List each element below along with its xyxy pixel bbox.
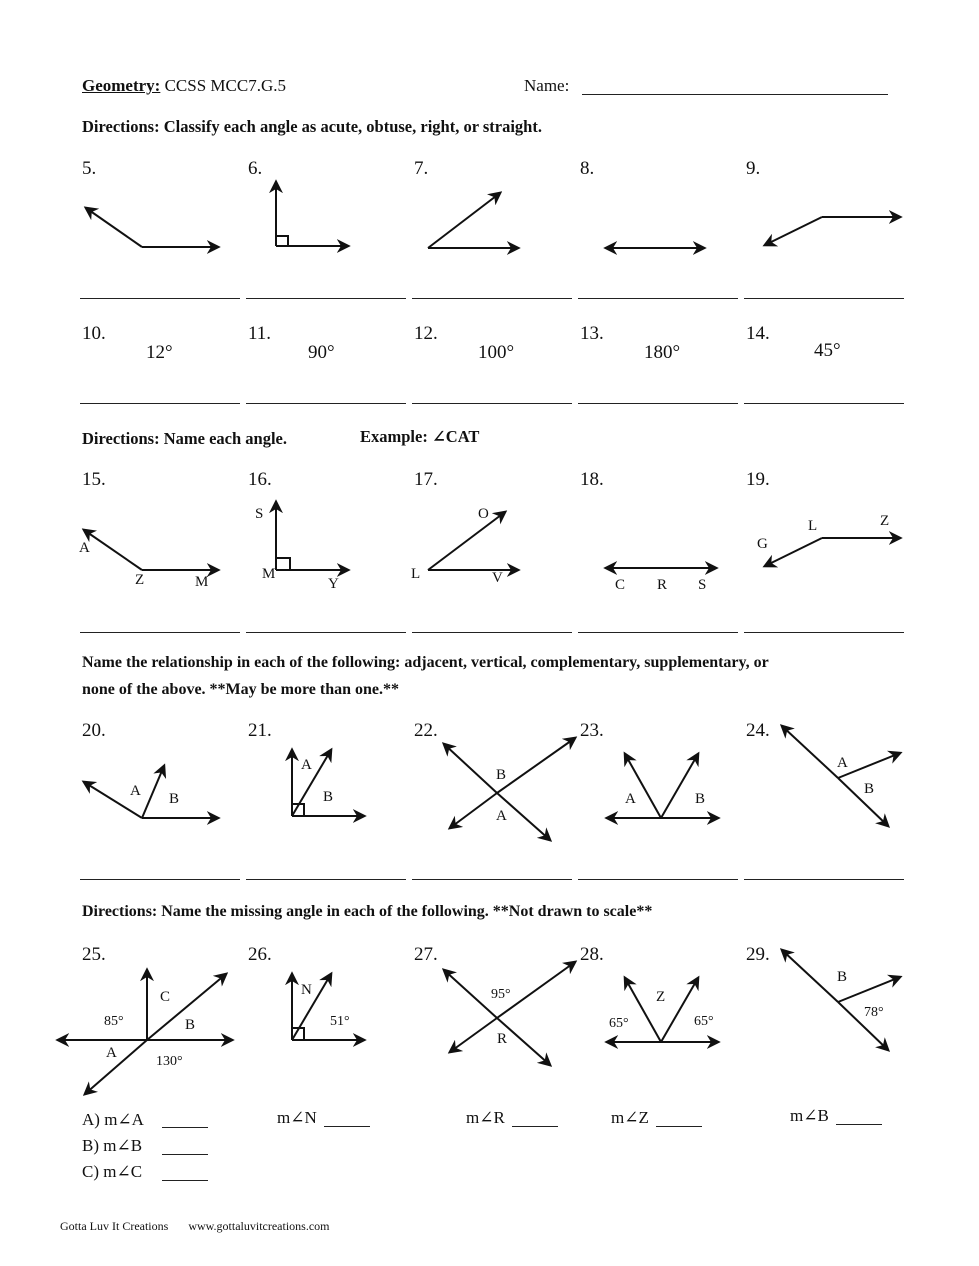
section5-directions: Directions: Name the missing angle in each of the following. **Not drawn to scale** [82,903,653,920]
q14-number: 14. [746,323,770,344]
section4-directions-line1: Name the relationship in each of the following: adjacent, vertical, complementary, supplementary, or [82,654,769,671]
q24-label-b: B [864,781,875,797]
q22-label-b: B [496,767,507,783]
q18-label-c: C [615,577,626,593]
q18-label-r: R [657,577,668,593]
q21-angle-figure [292,750,364,816]
q16-number: 16. [248,469,272,490]
q17-label-v: V [492,570,503,586]
q25-answer-c-label: C) m∠C [82,1162,143,1181]
q20-label-b: B [169,791,180,807]
q21-label-a: A [301,757,312,773]
q17-number: 17. [414,469,438,490]
q29-label-78: 78° [864,1005,884,1020]
q13-value: 180° [644,342,681,363]
q9-number: 9. [746,158,761,179]
q25-answer-a-label: A) m∠A [82,1110,144,1129]
q17-label-l: L [411,566,421,582]
q6-number: 6. [248,158,263,179]
q23-number: 23. [580,720,604,741]
q20-label-a: A [130,783,141,799]
q17-angle-figure [428,512,518,570]
q5-angle-figure [86,208,218,247]
q28-number: 28. [580,944,604,965]
q16-label-m: M [262,566,276,582]
q20-angle-figure [84,766,218,818]
q25-label-c: C [160,989,171,1005]
q15-label-a: A [79,540,90,556]
q28-angle-figure [607,978,718,1042]
q27-label-r: R [497,1031,508,1047]
q8-number: 8. [580,158,595,179]
q6-angle-figure [276,182,348,246]
q12-number: 12. [414,323,438,344]
footer-url: www.gottaluvitcreations.com [188,1219,330,1233]
q16-label-y: Y [328,576,339,592]
q25-label-a: A [106,1045,117,1061]
q19-label-z: Z [880,513,890,529]
q26-label-51: 51° [330,1014,350,1029]
q25-number: 25. [82,944,106,965]
q11-number: 11. [248,323,272,344]
q21-number: 21. [248,720,272,741]
q26-angle-figure [292,974,364,1040]
q25-label-85: 85° [104,1014,124,1029]
section4-directions-line2: none of the above. **May be more than one.** [82,681,400,698]
q26-label-n: N [301,982,312,998]
section1-directions: Directions: Classify each angle as acute, obtuse, right, or straight. [82,117,542,136]
q28-label-65b: 65° [694,1014,714,1029]
q15-number: 15. [82,469,106,490]
q25-label-130: 130° [156,1054,183,1069]
q27-answer-label: m∠R [466,1108,505,1127]
q23-label-b: B [695,791,706,807]
q20-number: 20. [82,720,106,741]
q25-label-b: B [185,1017,196,1033]
q25-angle-figure [58,970,232,1094]
q25-answer-b-label: B) m∠B [82,1136,143,1155]
q17-label-o: O [478,506,489,522]
q19-number: 19. [746,469,770,490]
q29-number: 29. [746,944,770,965]
q18-number: 18. [580,469,604,490]
footer-brand: Gotta Luv It Creations [60,1219,169,1233]
q19-angle-figure [765,538,900,566]
q16-angle-figure [276,502,348,570]
q19-label-g: G [757,536,768,552]
q22-label-a: A [496,808,507,824]
q13-number: 13. [580,323,604,344]
q27-number: 27. [414,944,438,965]
q7-number: 7. [414,158,429,179]
name-label: Name: [524,76,570,95]
subject-label: Geometry: [82,76,161,95]
q15-label-z: Z [135,572,145,588]
q22-angle-figure [444,738,575,840]
q24-label-a: A [837,755,848,771]
q15-label-m: M [195,574,209,590]
q23-angle-figure [607,754,718,818]
q22-number: 22. [414,720,438,741]
standard-code: CCSS MCC7.G.5 [164,76,287,95]
q12-value: 100° [478,342,515,363]
q24-number: 24. [746,720,770,741]
q18-label-s: S [698,577,707,593]
q24-angle-figure [782,726,900,826]
q15-angle-figure [84,530,218,570]
q14-value: 45° [814,340,841,361]
section3-directions: Directions: Name each angle. [82,429,287,448]
q27-angle-figure [444,962,575,1065]
q27-label-95: 95° [491,987,511,1002]
q7-angle-figure [428,193,518,248]
q28-answer-label: m∠Z [611,1108,649,1127]
q26-number: 26. [248,944,272,965]
q29-angle-figure [782,950,900,1050]
q21-label-b: B [323,789,334,805]
q5-number: 5. [82,158,97,179]
q28-label-65a: 65° [609,1016,629,1031]
q10-number: 10. [82,323,106,344]
q23-label-a: A [625,791,636,807]
q9-angle-figure [765,217,900,245]
q19-label-l: L [808,518,818,534]
q16-label-s: S [255,506,264,522]
q26-answer-label: m∠N [277,1108,317,1127]
section3-example: Example: ∠CAT [360,427,480,446]
q11-value: 90° [308,342,335,363]
q29-label-b: B [837,969,848,985]
q29-answer-label: m∠B [790,1106,829,1125]
q28-label-z: Z [656,989,666,1005]
q10-value: 12° [146,342,173,363]
